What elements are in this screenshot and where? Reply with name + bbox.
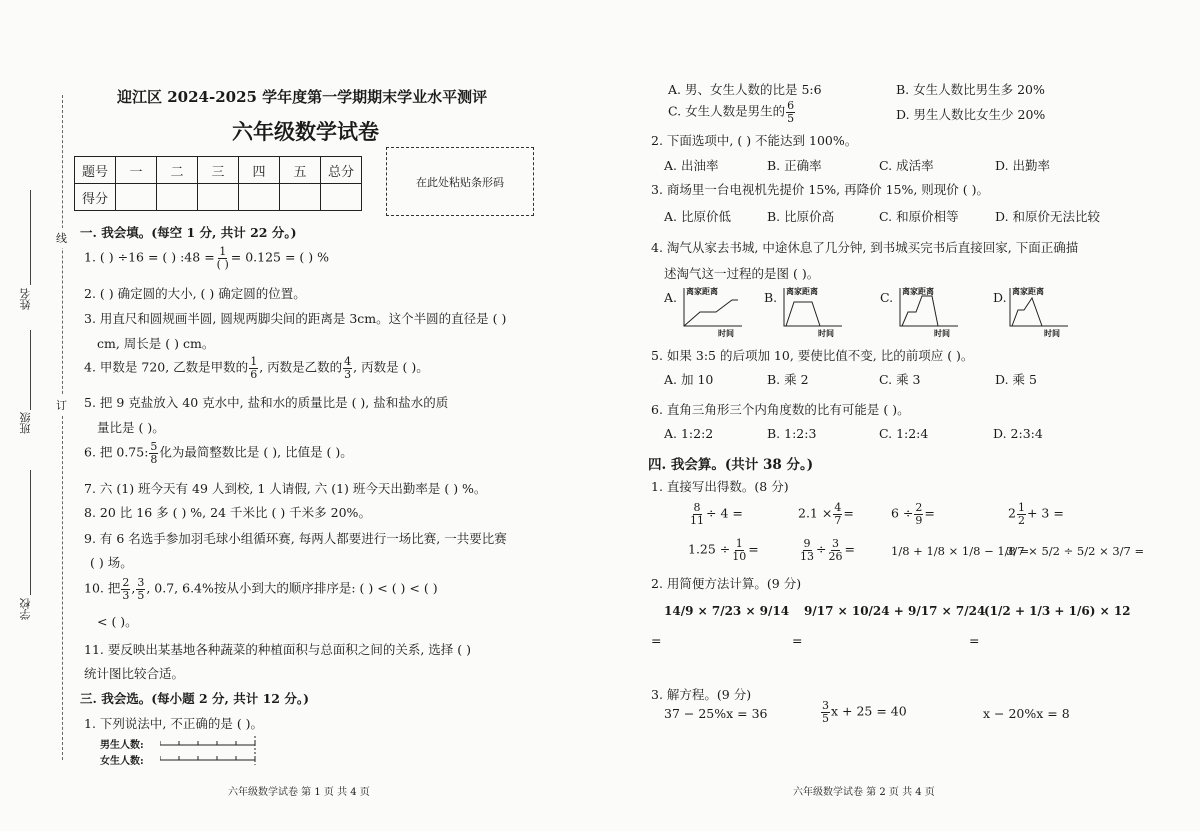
calc-3-fraction bbox=[914, 502, 923, 526]
q6-fraction bbox=[149, 441, 158, 465]
question-1-8: 8. 20 比 16 多 ( ) %, 24 千米比 ( ) 千米多 20%。 bbox=[84, 505, 371, 520]
simplify-1-equals: = bbox=[651, 633, 662, 648]
q10-f1-num: 2 bbox=[122, 576, 130, 589]
question-1-4 bbox=[84, 356, 429, 380]
simplify-2: 9/17 × 10/24 + 9/17 × 7/24 bbox=[804, 604, 986, 618]
calc-3-text: = bbox=[924, 505, 935, 521]
question-3-1: 1. 下列说法中, 不正确的是 ( )。 bbox=[84, 716, 264, 731]
section-3-heading: 三. 我会选。(每小题 2 分, 共计 12 分。) bbox=[80, 691, 309, 706]
option-3-2-C: C. 成活率 bbox=[879, 158, 934, 173]
question-1-3-line2: cm, 周长是 ( ) cm。 bbox=[97, 336, 215, 351]
q6-f-den: 8 bbox=[150, 452, 158, 466]
question-3-5: 5. 如果 3:5 的后项加 10, 要使比值不变, 比的前项应 ( )。 bbox=[651, 348, 974, 363]
q10-fraction-2 bbox=[136, 577, 145, 601]
option-3-2-B: B. 正确率 bbox=[767, 158, 822, 173]
calc-2-a: 2.1 × bbox=[798, 505, 833, 521]
q10-text-a: 10. 把 bbox=[84, 580, 121, 596]
option-3-3-C: C. 和原价相等 bbox=[879, 209, 959, 224]
calc-5 bbox=[688, 538, 759, 562]
section-4-heading: 四. 我会算。(共计 38 分。) bbox=[648, 457, 814, 473]
q1-frac-denominator: ( ) bbox=[216, 257, 229, 271]
exam-title: 迎江区 2024-2025 学年度第一学期期末学业水平测评 bbox=[117, 88, 488, 106]
eq-2-den: 5 bbox=[822, 711, 829, 725]
q1-text-b: = 0.125 = ( ) % bbox=[230, 249, 329, 265]
graph-c-axes bbox=[898, 286, 960, 330]
option-3-2-D: D. 出勤率 bbox=[995, 158, 1051, 173]
equation-2 bbox=[820, 700, 907, 724]
boys-girls-bar-diagram bbox=[160, 736, 265, 766]
calc-5-den: 10 bbox=[732, 549, 747, 563]
score-cell[interactable] bbox=[116, 184, 157, 211]
question-1-7: 7. 六 (1) 班今天有 49 人到校, 1 人请假, 六 (1) 班今天出勤率是 ( ) %。 bbox=[84, 481, 487, 496]
q1-text-a: 1. ( ) ÷16 = ( ) :48 = bbox=[84, 249, 215, 265]
page-1-footer: 六年级数学试卷 第 1 页 共 4 页 bbox=[228, 787, 370, 798]
graph-a-ylabel: 离家距离 bbox=[686, 286, 718, 296]
question-3-2: 2. 下面选项中, ( ) 不能达到 100%。 bbox=[651, 133, 858, 148]
binding-class-label: 班级 bbox=[19, 412, 32, 434]
q10-text-b: , 0.7, 6.4%按从小到大的顺序排序是: ( ) < ( ) < ( ) bbox=[146, 580, 438, 596]
question-3-4-line2: 述淘气这一过程的是图 ( )。 bbox=[664, 266, 820, 281]
calc-3-num: 2 bbox=[915, 501, 923, 514]
calc-6-num1: 9 bbox=[803, 537, 811, 550]
opt-c-text: C. 女生人数是男生的 bbox=[668, 103, 786, 119]
calc-6 bbox=[798, 538, 855, 562]
calc-3 bbox=[891, 502, 935, 526]
question-1-1 bbox=[84, 246, 329, 270]
simplify-3-equals: = bbox=[969, 633, 980, 648]
school-blank-line bbox=[30, 470, 31, 595]
graph-b-axes bbox=[782, 286, 844, 330]
question-1-11-line2: 统计图比较合适。 bbox=[84, 666, 185, 681]
exam-subtitle: 六年级数学试卷 bbox=[232, 119, 379, 144]
eq-2-text: x + 25 = 40 bbox=[831, 703, 907, 719]
calc-4 bbox=[1008, 502, 1064, 526]
calc-2-num: 4 bbox=[834, 501, 842, 514]
calc-5-a: 1.25 ÷ bbox=[688, 541, 731, 557]
q10-f2-den: 5 bbox=[137, 588, 145, 602]
score-header-cell: 四 bbox=[239, 157, 280, 184]
score-cell[interactable] bbox=[280, 184, 321, 211]
option-3-5-D: D. 乘 5 bbox=[995, 372, 1037, 387]
calc-4-a: 2 bbox=[1008, 505, 1016, 521]
opt-c-den: 5 bbox=[787, 111, 795, 125]
simplify-1: 14/9 × 7/23 × 9/14 bbox=[664, 604, 790, 618]
question-1-11-line1: 11. 要反映出某基地各种蔬菜的种植面积与总面积之间的关系, 选择 ( ) bbox=[84, 642, 472, 657]
graph-b-xlabel: 时间 bbox=[818, 328, 834, 338]
seal-line-char: 线 bbox=[56, 228, 67, 248]
graph-a-xlabel: 时间 bbox=[718, 328, 734, 338]
graph-d-ylabel: 离家距离 bbox=[1012, 286, 1044, 296]
page-2-footer: 六年级数学试卷 第 2 页 共 4 页 bbox=[793, 787, 935, 798]
graph-option-A-label: A. bbox=[664, 290, 678, 305]
q1-frac-numerator: 1 bbox=[219, 245, 227, 258]
seal-order-char: 订 bbox=[56, 395, 67, 415]
question-1-6 bbox=[84, 441, 353, 465]
option-3-1-A: A. 男、女生人数的比是 5:6 bbox=[668, 82, 822, 97]
graph-C bbox=[898, 286, 960, 338]
simplify-3: (1/2 + 1/3 + 1/6) × 12 bbox=[984, 604, 1131, 618]
q4-fraction-1 bbox=[249, 356, 258, 380]
score-header-cell: 总分 bbox=[321, 157, 362, 184]
score-cell[interactable] bbox=[239, 184, 280, 211]
question-4-1: 1. 直接写出得数。(8 分) bbox=[651, 479, 789, 494]
score-header-cell: 一 bbox=[116, 157, 157, 184]
score-row-label: 得分 bbox=[75, 184, 116, 211]
q6-text-b: 化为最简整数比是 ( ), 比值是 ( )。 bbox=[159, 444, 353, 460]
boys-label: 男生人数: bbox=[100, 740, 144, 751]
section-1-heading: 一. 我会填。(每空 1 分, 共计 22 分。) bbox=[80, 225, 297, 240]
calc-1-den: 11 bbox=[690, 513, 704, 527]
q6-f-num: 5 bbox=[150, 440, 158, 453]
graph-option-B-label: B. bbox=[764, 290, 778, 305]
score-header-cell: 题号 bbox=[75, 157, 116, 184]
equation-3: x − 20%x = 8 bbox=[983, 706, 1070, 721]
calc-4-num: 1 bbox=[1017, 501, 1025, 514]
question-1-9-line2: ( ) 场。 bbox=[90, 555, 133, 570]
calc-6-den1: 13 bbox=[800, 549, 814, 563]
q4-f1-num: 1 bbox=[250, 355, 258, 368]
calc-4-text: + 3 = bbox=[1026, 505, 1064, 521]
option-3-6-B: B. 1:2:3 bbox=[767, 426, 817, 441]
option-3-2-A: A. 出油率 bbox=[664, 158, 719, 173]
option-3-1-C bbox=[668, 100, 796, 124]
graph-b-ylabel: 离家距离 bbox=[786, 286, 818, 296]
score-table bbox=[74, 156, 362, 211]
simplify-2-equals: = bbox=[792, 633, 803, 648]
graph-D bbox=[1008, 286, 1070, 338]
calc-6-den2: 26 bbox=[828, 549, 843, 563]
calc-2-den: 7 bbox=[834, 513, 842, 527]
option-3-6-A: A. 1:2:2 bbox=[664, 426, 714, 441]
calc-3-a: 6 ÷ bbox=[891, 505, 914, 521]
q4-f1-den: 6 bbox=[250, 367, 258, 381]
question-1-3-line1: 3. 用直尺和圆规画半圆, 圆规两脚尖间的距离是 3cm。这个半圆的直径是 ( ) bbox=[84, 311, 507, 326]
name-blank-line bbox=[30, 190, 31, 285]
option-3-1-B: B. 女生人数比男生多 20% bbox=[896, 82, 1045, 97]
option-3-3-A: A. 比原价低 bbox=[664, 209, 731, 224]
score-header-cell: 五 bbox=[280, 157, 321, 184]
equation-1: 37 − 25%x = 36 bbox=[664, 706, 768, 721]
eq-2-num: 3 bbox=[822, 699, 829, 712]
calc-4-fraction bbox=[1017, 502, 1026, 526]
score-header-cell: 三 bbox=[198, 157, 239, 184]
option-3-6-D: D. 2:3:4 bbox=[993, 426, 1043, 441]
binding-name-label: 姓名 bbox=[19, 288, 32, 310]
calc-3-den: 9 bbox=[915, 513, 923, 527]
class-blank-line bbox=[30, 330, 31, 410]
graph-option-D-label: D. bbox=[993, 290, 1007, 305]
option-3-5-A: A. 加 10 bbox=[664, 372, 714, 387]
score-table-score-row bbox=[75, 184, 362, 211]
q10-f2-num: 3 bbox=[137, 576, 145, 589]
option-3-3-D: D. 和原价无法比较 bbox=[995, 209, 1101, 224]
graph-d-xlabel: 时间 bbox=[1044, 328, 1060, 338]
question-1-10: 10. 把 $\frac{2}{3}$ , $\frac{3}{5}$ , 0.7, 6.4%按从小到大的顺序排序是: ( ) < ( ) < ( ) bbox=[84, 576, 438, 602]
binding-dashed-line bbox=[62, 95, 63, 760]
q4-f2-den: 3 bbox=[344, 367, 352, 381]
question-4-3: 3. 解方程。(9 分) bbox=[651, 687, 752, 702]
option-3-6-C: C. 1:2:4 bbox=[879, 426, 929, 441]
q4-text-c: , 丙数是 ( )。 bbox=[353, 359, 429, 375]
eq-2-fraction bbox=[821, 700, 830, 724]
score-cell[interactable] bbox=[157, 184, 198, 211]
question-1-5-line2: 量比是 ( )。 bbox=[97, 420, 165, 435]
graph-c-ylabel: 离家距离 bbox=[902, 286, 934, 296]
calc-1 bbox=[688, 502, 743, 526]
calc-5-num: 1 bbox=[735, 537, 743, 550]
calc-5-fraction bbox=[731, 538, 747, 562]
graph-B bbox=[782, 286, 844, 338]
calc-6-fraction-1 bbox=[799, 538, 815, 562]
option-3-5-B: B. 乘 2 bbox=[767, 372, 809, 387]
calc-6-op: ÷ bbox=[816, 541, 827, 557]
score-cell[interactable] bbox=[198, 184, 239, 211]
q4-fraction-2 bbox=[343, 356, 352, 380]
option-3-1-D: D. 男生人数比女生少 20% bbox=[896, 107, 1046, 122]
q10-f1-den: 3 bbox=[122, 588, 130, 602]
question-4-2: 2. 用简便方法计算。(9 分) bbox=[651, 576, 802, 591]
calc-4-den: 2 bbox=[1017, 513, 1025, 527]
calc-2-text: = bbox=[843, 505, 854, 521]
graph-a-axes bbox=[682, 286, 744, 330]
q10-fraction-1 bbox=[121, 577, 130, 601]
option-3-3-B: B. 比原价高 bbox=[767, 209, 835, 224]
graph-c-xlabel: 时间 bbox=[934, 328, 950, 338]
graph-option-C-label: C. bbox=[880, 290, 894, 305]
calc-6-text: = bbox=[844, 541, 855, 557]
calc-6-num2: 3 bbox=[831, 537, 839, 550]
q4-text-b: , 丙数是乙数的 bbox=[259, 359, 343, 375]
opt-c-num: 6 bbox=[787, 99, 795, 112]
question-1-10-line2: < ( )。 bbox=[97, 614, 138, 629]
question-1-9-line1: 9. 有 6 名选手参加羽毛球小组循环赛, 每两人都要进行一场比赛, 一共要比赛 bbox=[84, 531, 507, 546]
barcode-label: 在此处粘贴条形码 bbox=[416, 175, 504, 189]
graph-A bbox=[682, 286, 744, 338]
score-table-header-row bbox=[75, 157, 362, 184]
binding-school-label: 学校 bbox=[19, 598, 32, 620]
question-1-5-line1: 5. 把 9 克盐放入 40 克水中, 盐和水的质量比是 ( ), 盐和盐水的质 bbox=[84, 395, 449, 410]
q4-f2-num: 4 bbox=[344, 355, 352, 368]
girls-label: 女生人数: bbox=[100, 756, 144, 767]
q6-text-a: 6. 把 0.75: bbox=[84, 444, 149, 460]
score-cell[interactable] bbox=[321, 184, 362, 211]
graph-d-axes bbox=[1008, 286, 1070, 330]
question-1-2: 2. ( ) 确定圆的大小, ( ) 确定圆的位置。 bbox=[84, 286, 306, 301]
question-3-4-line1: 4. 淘气从家去书城, 中途休息了几分钟, 到书城买完书后直接回家, 下面正确描 bbox=[651, 240, 1079, 255]
calc-7: 1/8 + 1/8 × 1/8 − 1/8 = bbox=[891, 544, 1030, 558]
option-3-5-C: C. 乘 3 bbox=[879, 372, 921, 387]
calc-1-fraction bbox=[689, 502, 705, 526]
calc-2-fraction bbox=[833, 502, 842, 526]
calc-2 bbox=[798, 502, 854, 526]
calc-8: 3/7 × 5/2 ÷ 5/2 × 3/7 = bbox=[1006, 544, 1145, 558]
calc-1-num: 8 bbox=[693, 501, 701, 514]
calc-1-text: ÷ 4 = bbox=[706, 505, 743, 521]
score-header-cell: 二 bbox=[157, 157, 198, 184]
question-3-3: 3. 商场里一台电视机先提价 15%, 再降价 15%, 则现价 ( )。 bbox=[651, 182, 990, 197]
calc-5-text: = bbox=[748, 541, 759, 557]
barcode-area bbox=[386, 147, 534, 216]
opt-c-fraction bbox=[786, 100, 795, 124]
question-3-6: 6. 直角三角形三个内角度数的比有可能是 ( )。 bbox=[651, 402, 910, 417]
q1-fraction bbox=[216, 246, 230, 270]
q4-text-a: 4. 甲数是 720, 乙数是甲数的 bbox=[84, 359, 249, 375]
calc-6-fraction-2 bbox=[827, 538, 843, 562]
